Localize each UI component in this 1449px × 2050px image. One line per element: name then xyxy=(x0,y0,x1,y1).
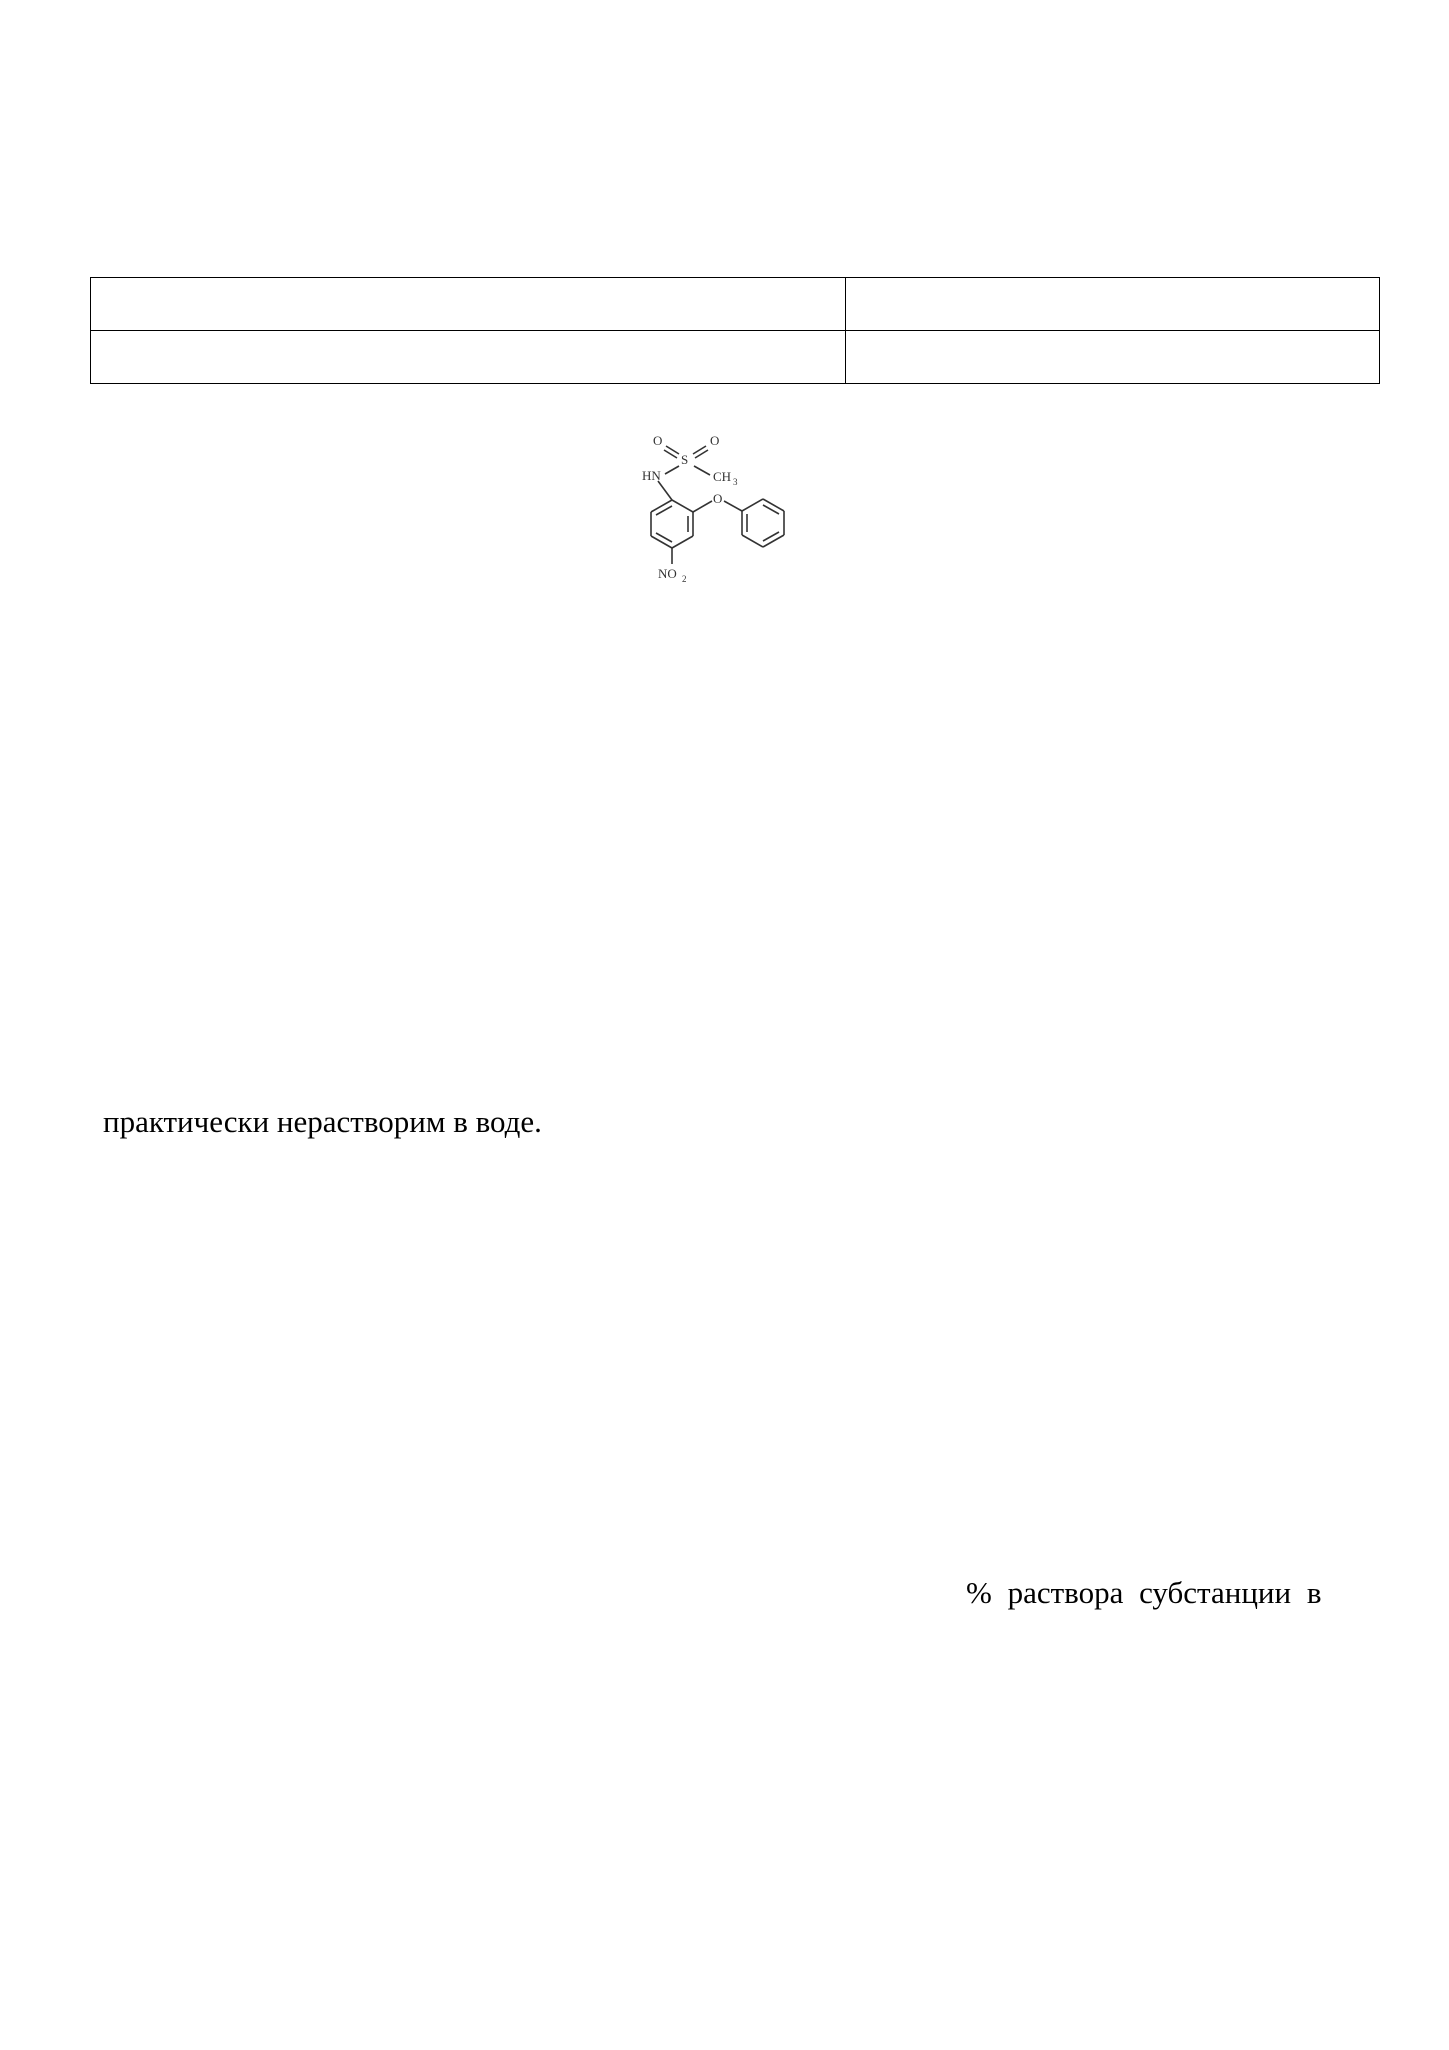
methyl-label: CH xyxy=(713,469,732,484)
methyl-subscript: 3 xyxy=(733,477,738,487)
table-row xyxy=(91,278,1380,331)
nh-label: HN xyxy=(642,468,661,483)
oxygen-label: O xyxy=(653,433,663,448)
table-cell xyxy=(846,331,1380,384)
table-cell xyxy=(846,278,1380,331)
structure-diagram xyxy=(620,418,840,628)
solubility-text: практически нерастворим в воде. xyxy=(103,1104,542,1139)
oxygen-label: O xyxy=(710,433,720,448)
header-table xyxy=(90,277,1380,384)
nitro-label: NO xyxy=(658,566,677,581)
table-row xyxy=(91,331,1380,384)
nitro-subscript: 2 xyxy=(682,574,687,584)
table-cell xyxy=(91,331,846,384)
sulfur-label: S xyxy=(681,452,689,467)
table-cell xyxy=(91,278,846,331)
chemical-structure xyxy=(620,418,840,628)
ether-oxygen-label: O xyxy=(713,491,723,506)
solution-text-fragment: % раствора субстанции в xyxy=(966,1575,1322,1610)
